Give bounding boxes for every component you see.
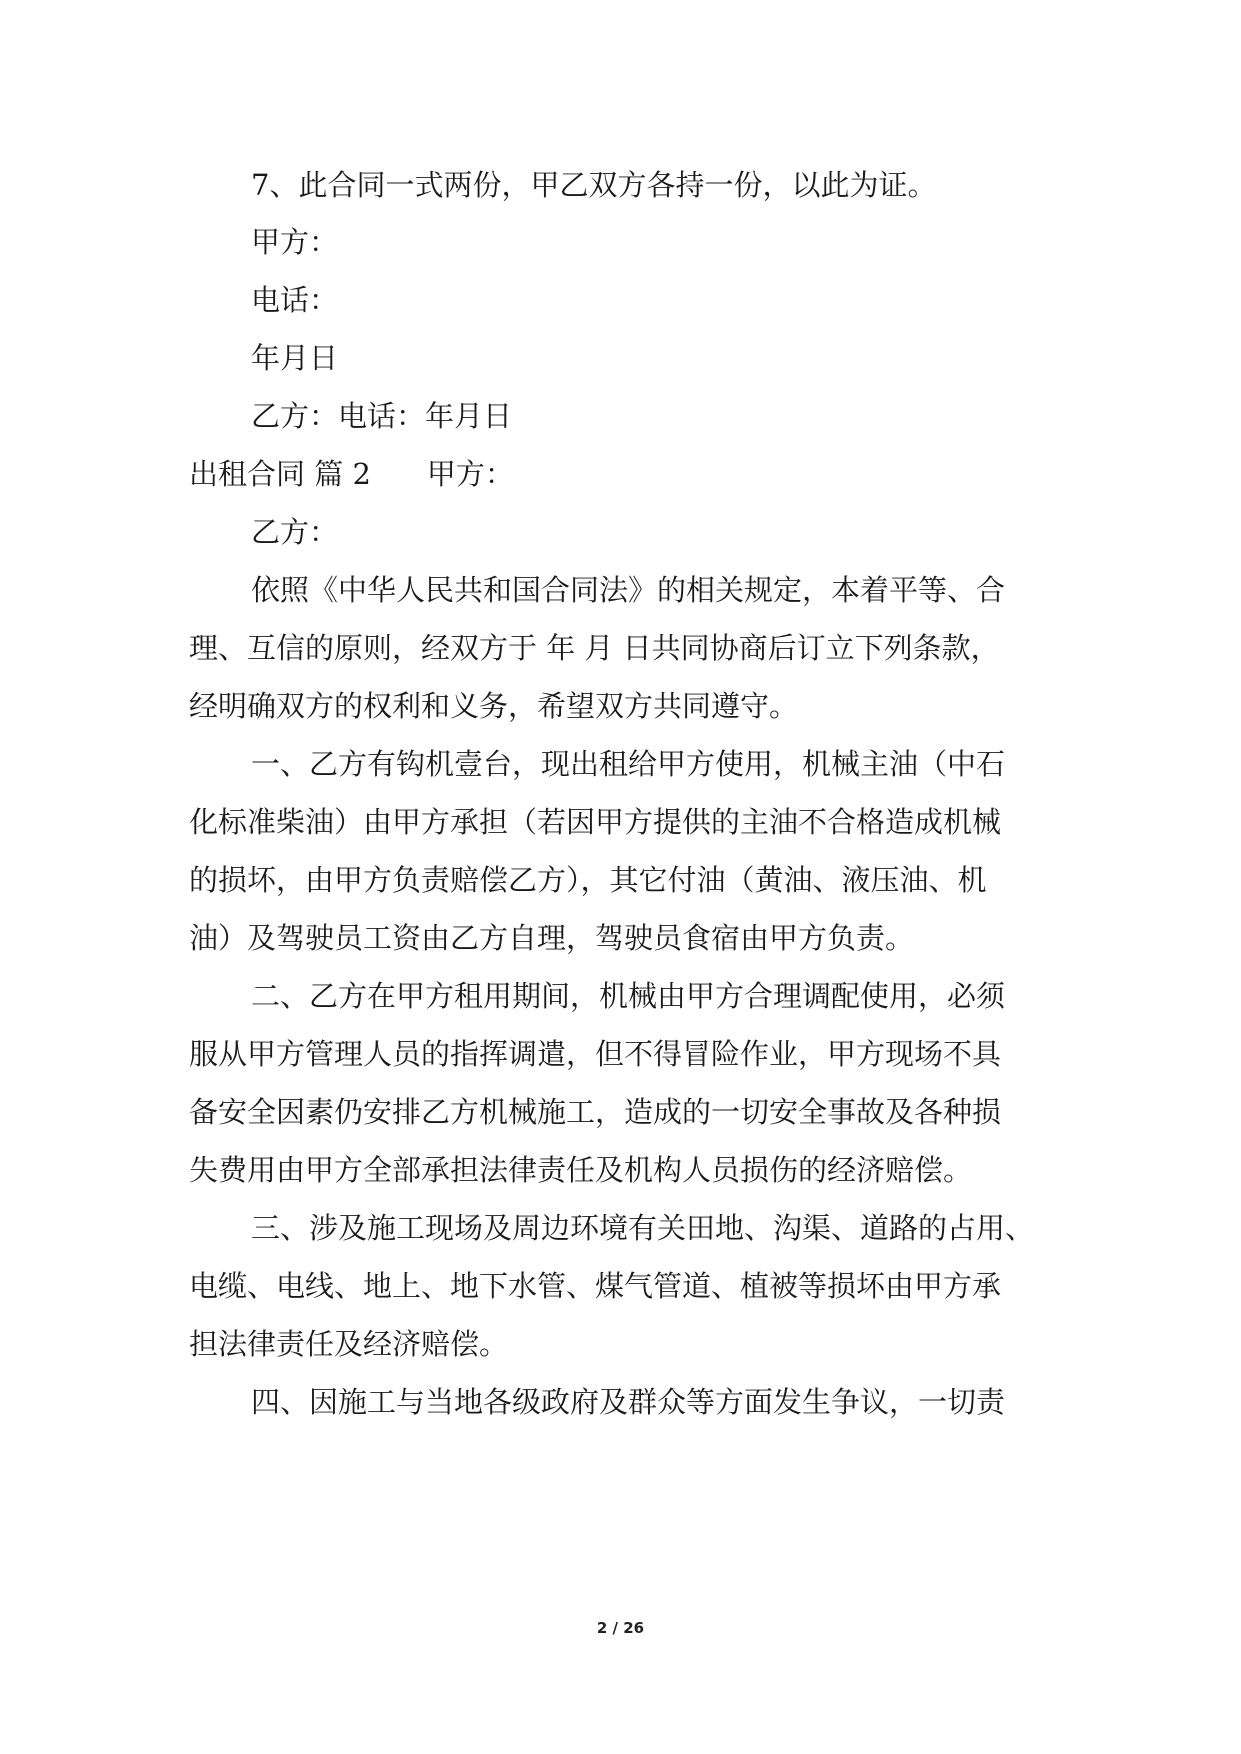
paragraph-line: 三、涉及施工现场及周边环境有关田地、沟渠、道路的占用、 xyxy=(251,1211,1035,1245)
paragraph-line: 备安全因素仍安排乙方机械施工，造成的一切安全事故及各种损 xyxy=(189,1095,1002,1129)
paragraph-line: 二、乙方在甲方租用期间，机械由甲方合理调配使用，必须 xyxy=(251,979,1006,1013)
paragraph-line: 担法律责任及经济赔偿。 xyxy=(189,1327,509,1361)
party-b-signature-line: 乙方：电话：年月日 xyxy=(251,399,513,433)
paragraph-line: 依照《中华人民共和国合同法》的相关规定，本着平等、合 xyxy=(251,573,1006,607)
section-part: 篇 2 xyxy=(314,457,371,491)
paragraph-line: 理、互信的原则，经双方于 年 月 日共同协商后订立下列条款， xyxy=(189,631,1000,665)
paragraph-line: 服从甲方管理人员的指挥调遣，但不得冒险作业，甲方现场不具 xyxy=(189,1037,1002,1071)
date-label: 年月日 xyxy=(251,341,339,375)
party-b-label: 乙方： xyxy=(251,515,339,549)
page-number: 2 / 26 xyxy=(596,1619,645,1637)
paragraph-line: 四、因施工与当地各级政府及群众等方面发生争议，一切责 xyxy=(251,1385,1006,1419)
paragraph-line: 经明确双方的权利和义务，希望双方共同遵守。 xyxy=(189,689,799,723)
paragraph-line: 电缆、电线、地上、地下水管、煤气管道、植被等损坏由甲方承 xyxy=(189,1269,1002,1303)
paragraph-line: 的损坏，由甲方负责赔偿乙方），其它付油（黄油、液压油、机 xyxy=(189,863,987,897)
phone-label: 电话： xyxy=(251,283,339,317)
contract-clause-7: 7、此合同一式两份，甲乙双方各持一份，以此为证。 xyxy=(251,168,937,202)
paragraph-line: 一、乙方有钩机壹台，现出租给甲方使用，机械主油（中石 xyxy=(251,747,1006,781)
paragraph-line: 失费用由甲方全部承担法律责任及机构人员损伤的经济赔偿。 xyxy=(189,1153,973,1187)
paragraph-line: 化标准柴油）由甲方承担（若因甲方提供的主油不合格造成机械 xyxy=(189,805,1002,839)
section-party-a: 甲方： xyxy=(426,457,514,491)
party-a-label: 甲方： xyxy=(251,225,339,259)
section-heading xyxy=(189,454,514,494)
section-title: 出租合同 xyxy=(189,457,306,491)
paragraph-line: 油）及驾驶员工资由乙方自理，驾驶员食宿由甲方负责。 xyxy=(189,921,915,955)
